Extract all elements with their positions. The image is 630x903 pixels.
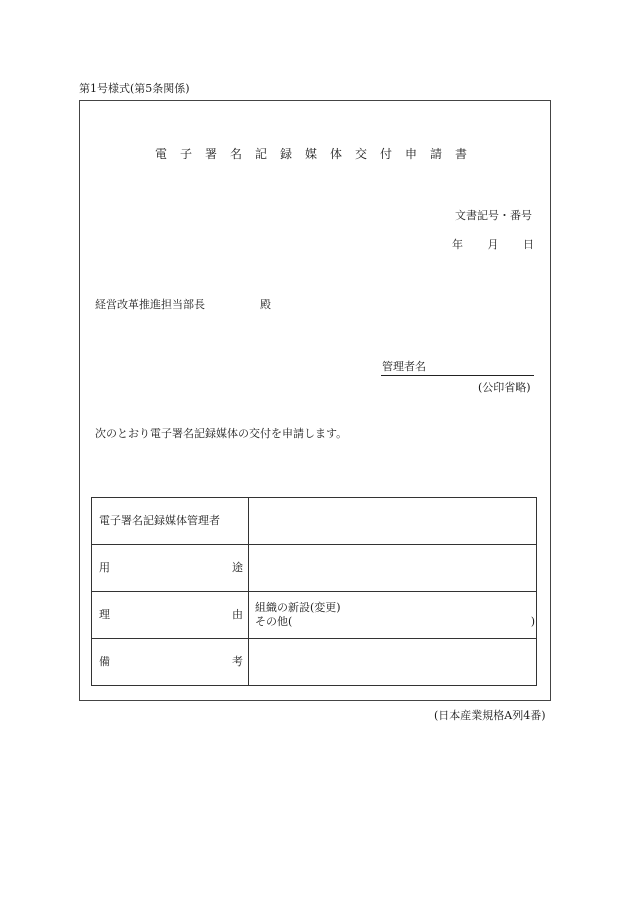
table-row: [92, 498, 537, 545]
table-row: [92, 639, 537, 686]
document-reference: 文書記号・番号: [455, 209, 532, 222]
table-row: [92, 592, 537, 639]
manager-name-label: 管理者名: [382, 360, 426, 373]
media-manager-label: 電子署名記録媒体管理者: [92, 498, 249, 545]
date-row: [452, 238, 534, 252]
reason-label-char2: 由: [232, 608, 243, 621]
addressee-honorific: 殿: [260, 298, 271, 311]
remarks-label-char1: 備: [99, 655, 110, 668]
remarks-value[interactable]: [249, 639, 537, 686]
seal-omitted-note: (公印省略): [478, 381, 531, 394]
reason-label: [92, 592, 249, 639]
form-title: 電子署名記録媒体交付申請書: [154, 147, 480, 161]
date-year: 年: [452, 238, 463, 251]
reason-other-open: その他(: [255, 615, 293, 628]
reason-value[interactable]: [249, 592, 537, 639]
purpose-label-char2: 途: [232, 561, 243, 574]
reason-option-new-org: 組織の新設(変更): [255, 601, 341, 614]
date-month: 月: [487, 238, 499, 251]
purpose-label: [92, 545, 249, 592]
reason-label-char1: 理: [99, 608, 110, 621]
date-day: 日: [523, 238, 534, 251]
table-row: [92, 545, 537, 592]
application-intro: 次のとおり電子署名記録媒体の交付を申請します。: [95, 427, 348, 440]
purpose-value[interactable]: [249, 545, 537, 592]
form-number: 第1号様式(第5条関係): [79, 82, 190, 95]
reason-other-close: ): [530, 615, 535, 628]
remarks-label: [92, 639, 249, 686]
reason-option-other: [255, 615, 535, 629]
purpose-label-char1: 用: [99, 561, 110, 574]
addressee-name: 経営改革推進担当部長: [95, 298, 205, 311]
paper-size-note: (日本産業規格A列4番): [434, 709, 546, 722]
media-manager-value[interactable]: [249, 498, 537, 545]
remarks-label-char2: 考: [232, 655, 243, 668]
application-table: [91, 497, 537, 686]
